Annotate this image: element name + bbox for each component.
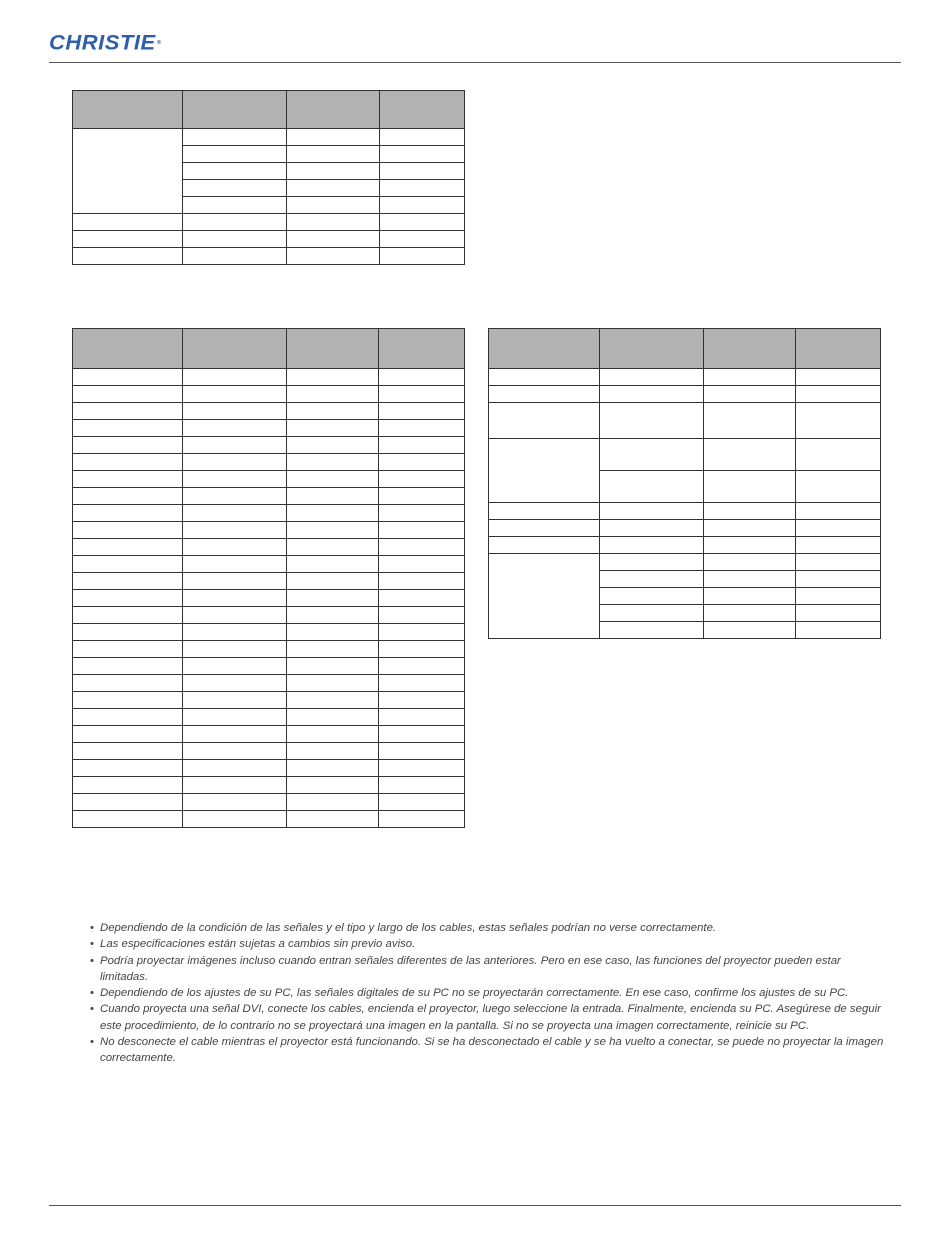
note-item: • No desconecte el cable mientras el proyector está funcionando. Si se ha desconectado el cable y se ha vuelto a conectar, se puede no proyectar la imagen correctamente.: [90, 1034, 890, 1067]
header-cell: [380, 91, 465, 129]
table-cell: [600, 369, 704, 386]
table-cell: [379, 692, 465, 709]
table-cell: [379, 709, 465, 726]
table-cell: [796, 403, 881, 439]
table-row: [489, 439, 881, 471]
note-item: • Dependiendo de los ajustes de su PC, las señales digitales de su PC no se proyectarán correctamente. En ese caso, confirme los ajustes de su PC.: [90, 985, 890, 1001]
header-rule: [49, 62, 901, 63]
table-cell: [183, 658, 287, 675]
table-cell: [183, 556, 287, 573]
header-cell: [704, 329, 796, 369]
table-cell: [73, 454, 183, 471]
table-row: [73, 231, 465, 248]
table-cell: [183, 641, 287, 658]
table-cell: [183, 248, 287, 265]
table-cell: [73, 403, 183, 420]
table-cell: [183, 471, 287, 488]
table-row: [73, 675, 465, 692]
table-cell: [287, 248, 380, 265]
table-cell: [183, 794, 287, 811]
table-cell: [380, 197, 465, 214]
table-cell: [600, 588, 704, 605]
table-row: [73, 811, 465, 828]
header-cell: [796, 329, 881, 369]
table-cell: [287, 129, 380, 146]
table-cell: [183, 369, 287, 386]
table-cell: [73, 624, 183, 641]
table-cell: [796, 369, 881, 386]
table-cell: [796, 503, 881, 520]
table-cell: [287, 607, 379, 624]
table-cell: [287, 522, 379, 539]
table-cell: [489, 537, 600, 554]
table-cell: [380, 129, 465, 146]
table-cell: [183, 214, 287, 231]
table-cell: [379, 420, 465, 437]
table-cell: [183, 743, 287, 760]
table-cell: [600, 520, 704, 537]
table-cell: [704, 537, 796, 554]
table-row: [73, 726, 465, 743]
table-cell: [183, 403, 287, 420]
table-cell: [73, 386, 183, 403]
table-cell: [183, 197, 287, 214]
table-row: [489, 503, 881, 520]
table-cell: [73, 607, 183, 624]
table-cell: [704, 471, 796, 503]
table-cell: [379, 471, 465, 488]
signal-table-3: [488, 328, 881, 639]
table-row: [73, 454, 465, 471]
table-cell: [287, 471, 379, 488]
table-cell: [600, 386, 704, 403]
table-cell: [287, 437, 379, 454]
table-cell: [73, 641, 183, 658]
table-cell: [287, 743, 379, 760]
table-cell: [73, 743, 183, 760]
table-cell: [73, 709, 183, 726]
table-cell: [379, 794, 465, 811]
table-cell: [600, 537, 704, 554]
table-cell: [183, 573, 287, 590]
table-row: [73, 794, 465, 811]
table-cell: [183, 811, 287, 828]
table-cell: [379, 607, 465, 624]
table-header-row: [73, 91, 465, 129]
table-cell: [704, 622, 796, 639]
table-cell: [183, 386, 287, 403]
registered-mark: ®: [156, 40, 162, 46]
table-cell: [600, 605, 704, 622]
table-row: [73, 743, 465, 760]
table-row: [73, 437, 465, 454]
table-cell: [73, 248, 183, 265]
table-row: [73, 420, 465, 437]
table-row: [73, 539, 465, 556]
table-header-row: [489, 329, 881, 369]
table-row: [73, 505, 465, 522]
table-cell: [379, 777, 465, 794]
notes-list: [90, 920, 890, 1067]
table-cell: [287, 811, 379, 828]
header-cell: [183, 329, 287, 369]
table-row: [73, 607, 465, 624]
table-cell: [379, 437, 465, 454]
table-cell: [183, 454, 287, 471]
table-cell: [73, 573, 183, 590]
table-row: [73, 658, 465, 675]
table-cell: [796, 471, 881, 503]
table-cell: [183, 505, 287, 522]
table-cell: [183, 709, 287, 726]
table-cell: [287, 231, 380, 248]
table-cell: [287, 163, 380, 180]
table-cell: [73, 675, 183, 692]
table-row: [73, 590, 465, 607]
table-cell: [489, 520, 600, 537]
table-cell: [379, 675, 465, 692]
table-cell: [183, 231, 287, 248]
table-cell: [73, 505, 183, 522]
table-cell: [287, 454, 379, 471]
table-cell: [183, 607, 287, 624]
table-cell: [600, 622, 704, 639]
table-row: [73, 556, 465, 573]
table-cell: [287, 369, 379, 386]
table-cell: [287, 590, 379, 607]
table-cell: [73, 658, 183, 675]
note-item: • Cuando proyecta una señal DVI, conecte los cables, encienda el proyector, luego seleccione la entrada. Finalmente, encienda su PC. Asegúrese de seguir este procedimiento, de lo contrario no se proyectará una imagen en la pantalla. Si no se proyecta una imagen correctamente, reinicie su PC.: [90, 1001, 890, 1034]
merged-cell: [489, 439, 600, 503]
table-cell: [183, 129, 287, 146]
header-cell: [183, 91, 287, 129]
table-cell: [73, 437, 183, 454]
table-cell: [287, 726, 379, 743]
table-cell: [73, 811, 183, 828]
table-row: [73, 760, 465, 777]
table-cell: [704, 403, 796, 439]
table-cell: [489, 503, 600, 520]
table-row: [73, 777, 465, 794]
table-cell: [796, 605, 881, 622]
table-cell: [183, 539, 287, 556]
table-cell: [287, 777, 379, 794]
table-cell: [287, 488, 379, 505]
table-cell: [73, 214, 183, 231]
table-cell: [380, 180, 465, 197]
table-cell: [796, 537, 881, 554]
table-cell: [600, 554, 704, 571]
table-cell: [73, 692, 183, 709]
table-cell: [73, 488, 183, 505]
table-cell: [73, 760, 183, 777]
table-cell: [379, 369, 465, 386]
header-cell: [287, 329, 379, 369]
table-row: [73, 129, 465, 146]
table-cell: [287, 573, 379, 590]
table-row: [489, 537, 881, 554]
table-cell: [379, 658, 465, 675]
table-cell: [379, 624, 465, 641]
table-cell: [183, 180, 287, 197]
table-cell: [287, 180, 380, 197]
table-cell: [287, 403, 379, 420]
table-cell: [379, 743, 465, 760]
table-cell: [73, 522, 183, 539]
table-cell: [379, 556, 465, 573]
table-cell: [379, 386, 465, 403]
table-cell: [380, 163, 465, 180]
table-row: [73, 214, 465, 231]
table-cell: [287, 692, 379, 709]
table-cell: [183, 590, 287, 607]
table-cell: [183, 624, 287, 641]
table-cell: [380, 146, 465, 163]
table-cell: [704, 571, 796, 588]
footer-rule: [49, 1205, 901, 1206]
table-cell: [379, 454, 465, 471]
christie-logo: [49, 31, 162, 56]
table-cell: [379, 641, 465, 658]
table-cell: [600, 471, 704, 503]
table-cell: [796, 622, 881, 639]
table-cell: [73, 726, 183, 743]
table-cell: [73, 231, 183, 248]
table-cell: [183, 777, 287, 794]
table-row: [489, 403, 881, 439]
table-row: [489, 386, 881, 403]
table-cell: [287, 624, 379, 641]
table-cell: [287, 556, 379, 573]
table-cell: [73, 369, 183, 386]
table-cell: [704, 503, 796, 520]
table-cell: [489, 369, 600, 386]
table-cell: [183, 437, 287, 454]
merged-cell: [489, 554, 600, 639]
table-cell: [287, 146, 380, 163]
logo-text: CHRISTIE: [49, 30, 156, 55]
table-row: [73, 641, 465, 658]
table-cell: [183, 488, 287, 505]
table-cell: [287, 505, 379, 522]
table-row: [73, 471, 465, 488]
table-row: [489, 369, 881, 386]
table-row: [73, 403, 465, 420]
table-cell: [183, 522, 287, 539]
table-cell: [380, 231, 465, 248]
table-cell: [379, 539, 465, 556]
table-header-row: [73, 329, 465, 369]
table-cell: [379, 811, 465, 828]
table-cell: [379, 488, 465, 505]
table-row: [73, 386, 465, 403]
header-cell: [489, 329, 600, 369]
table-cell: [287, 386, 379, 403]
table-row: [73, 709, 465, 726]
table-cell: [287, 658, 379, 675]
table-cell: [704, 520, 796, 537]
table-cell: [379, 403, 465, 420]
table-cell: [600, 439, 704, 471]
header-cell: [287, 91, 380, 129]
table-cell: [379, 726, 465, 743]
table-cell: [796, 439, 881, 471]
table-cell: [287, 794, 379, 811]
table-cell: [73, 420, 183, 437]
table-cell: [704, 386, 796, 403]
table-cell: [704, 439, 796, 471]
signal-table-1: [72, 90, 465, 265]
table-cell: [704, 554, 796, 571]
header-cell: [73, 91, 183, 129]
table-cell: [379, 505, 465, 522]
note-item: • Dependiendo de la condición de las señales y el tipo y largo de los cables, estas señales podrían no verse correctamente.: [90, 920, 890, 936]
table-cell: [600, 571, 704, 588]
table-cell: [287, 197, 380, 214]
table-cell: [379, 590, 465, 607]
table-cell: [287, 420, 379, 437]
table-row: [73, 624, 465, 641]
table-cell: [73, 794, 183, 811]
table-cell: [73, 590, 183, 607]
table-cell: [287, 709, 379, 726]
table-cell: [183, 692, 287, 709]
merged-cell: [73, 129, 183, 214]
table-row: [73, 488, 465, 505]
signal-table-2: [72, 328, 465, 828]
table-cell: [704, 588, 796, 605]
header-cell: [379, 329, 465, 369]
table-cell: [600, 403, 704, 439]
table-cell: [183, 163, 287, 180]
table-cell: [704, 605, 796, 622]
table-row: [73, 522, 465, 539]
table-cell: [287, 539, 379, 556]
table-cell: [379, 573, 465, 590]
table-cell: [287, 760, 379, 777]
note-item: • Las especificaciones están sujetas a cambios sin previo aviso.: [90, 936, 890, 952]
table-row: [73, 692, 465, 709]
table-cell: [287, 214, 380, 231]
table-cell: [73, 539, 183, 556]
table-cell: [73, 471, 183, 488]
table-cell: [489, 386, 600, 403]
header-cell: [600, 329, 704, 369]
table-row: [73, 248, 465, 265]
table-cell: [796, 520, 881, 537]
table-cell: [183, 726, 287, 743]
table-row: [489, 554, 881, 571]
table-cell: [183, 675, 287, 692]
table-cell: [796, 386, 881, 403]
table-cell: [183, 760, 287, 777]
table-cell: [380, 248, 465, 265]
table-row: [489, 520, 881, 537]
table-cell: [600, 503, 704, 520]
table-cell: [704, 369, 796, 386]
header-cell: [73, 329, 183, 369]
table-cell: [379, 760, 465, 777]
note-item: • Podría proyectar imágenes incluso cuando entran señales diferentes de las anteriores. Pero en ese caso, las funciones del proyector pueden estar limitadas.: [90, 953, 890, 986]
table-cell: [379, 522, 465, 539]
table-cell: [73, 777, 183, 794]
table-cell: [287, 675, 379, 692]
table-row: [73, 369, 465, 386]
table-cell: [796, 554, 881, 571]
table-cell: [287, 641, 379, 658]
table-cell: [183, 420, 287, 437]
table-cell: [183, 146, 287, 163]
table-cell: [73, 556, 183, 573]
table-cell: [380, 214, 465, 231]
table-cell: [796, 588, 881, 605]
table-cell: [796, 571, 881, 588]
table-cell: [489, 403, 600, 439]
table-row: [73, 573, 465, 590]
